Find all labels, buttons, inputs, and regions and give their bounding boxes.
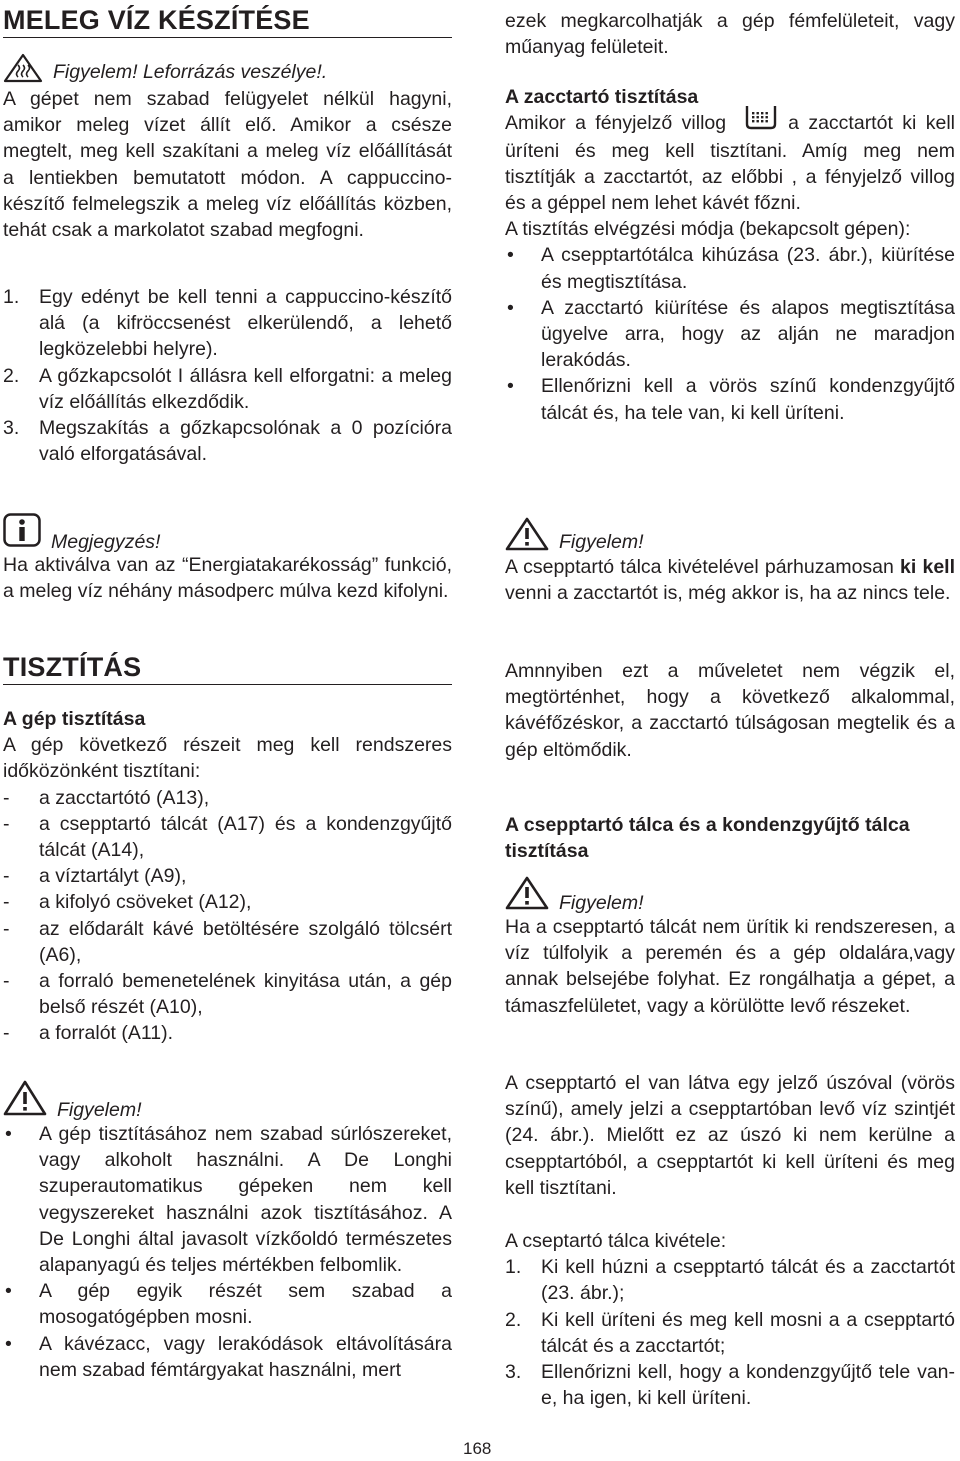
list-item [3,889,452,915]
part-text: a forraló bemenetelének kinyitása után, a gép belső részét (A10), [39,970,452,1019]
info-icon [3,513,41,554]
warning-cleaning-header [3,1083,452,1121]
bullet-icon: • [5,1332,12,1355]
warning-grounds-text-a: A csepptartó tálca kivételével párhuzamosan [505,556,894,578]
step-number: 2. [505,1308,522,1331]
list-item [505,242,955,294]
note-block [3,516,452,604]
continuation-text: ezek megkarcolhatják a gép fémfelületeit, vagy műanyag felületeit. [505,10,955,59]
list-item [3,284,452,363]
page-number: 168 [463,1439,492,1458]
step-text: Ki kell üríteni és meg kell mosni a a csepptartó tálcát és a zacctartót; [541,1308,955,1357]
bullet-icon: • [507,296,514,319]
warning-scald-label: Figyelem! Leforrázás veszélye!. [53,60,328,83]
grounds-cleaning-text [505,110,955,216]
warning-grounds-consequence: Amnnyiben ezt a műveletet nem végzik el, megtörténhet, hogy a következő alkalommal, kávéfőzéskor, a zacctartó túlságosan megtelik és a gép eltömődik. [505,660,955,761]
warning-drip-header [505,880,955,914]
list-item [505,295,955,374]
list-item [3,916,452,968]
step-text: Ki kell húzni a csepptartó tálcát és a zacctartót (23. ábr.); [541,1256,955,1305]
part-text: az elődarált kávé betöltésére szolgáló tölcsért (A6), [39,917,452,966]
warning-drip-label: Figyelem! [559,891,644,914]
bullet-text: A csepptartótálca kihúzása (23. ábr.), kiürítése és megtisztítása. [541,244,955,293]
grounds-cleaning-block [505,84,955,426]
dash: - [3,786,10,809]
list-item [505,1254,955,1306]
list-item [3,1121,452,1278]
list-item [3,785,452,811]
bullet-icon: • [5,1123,12,1145]
warning-grounds-text [505,554,955,606]
machine-cleaning-heading: A gép tisztítása [3,708,146,730]
list-item [3,1020,452,1046]
machine-cleaning-block [3,706,452,1047]
dash: - [3,865,10,888]
part-text: a zacctartótó (A13), [39,786,210,809]
removal-block [505,1228,955,1411]
step-number: 2. [3,364,20,387]
removal-heading: A cseptartó tálca kivétele: [505,1230,727,1252]
grounds-text-b: a zacctartót ki kell üríteni és meg kell tisztítani. Amíg meg nem tisztítják a zacctartót, az előbbi , a fényjelző villog és a géppel nem lehet kávét főzni. [505,112,955,215]
grounds-steps-list [505,242,955,425]
list-item [3,363,452,415]
warning-cleaning-block [3,1083,452,1383]
note-text: Ha aktiválva van az “Energiatakarékosság” funkció, a meleg víz néhány másodperc múlva kezd kifolyni. [3,554,452,603]
list-item [3,863,452,889]
warning-grounds-block [505,522,955,606]
bullet-icon: • [507,375,514,398]
machine-cleaning-intro: A gép következő részeit meg kell rendszeres időközönként tisztítani: [3,734,452,783]
removal-steps [505,1254,955,1411]
step-number: 1. [3,286,20,308]
bullet-text: Ellenőrizni kell a vörös színű kondenzgyűjtő tálcát és, ha tele van, ki kell üríteni. [541,375,955,424]
grounds-howto: A tisztítás elvégzési módja (bekapcsolt gépen): [505,218,911,241]
dash: - [3,1022,10,1045]
warning-scald-text: A gépet nem szabad felügyelet nélkül hagyni, amikor meleg vízet állít elő. Amikor a csésze megtelt, meg kell szakítani a meleg víz előállítását a lentiekben bemutatott módon. A cappuccino-készítő felmelegszik a meleg víz előállítás közben, tehát csak a markolatot szabad megfogni. [3,88,452,242]
warning-scald-header [3,58,452,86]
grounds-cleaning-heading: A zacctartó tisztítása [505,86,699,108]
warning-drip-text: Ha a csepptartó tálcát nem ürítik ki rendszeresen, a víz túlfolyik a peremén és a gép oldalára,vagy annak belsejébe folyhat. Ez rongálhatja a gépet, a támaszfelületet, vagy a körülötte levő részeket. [505,916,955,1017]
warning-triangle-icon [505,876,549,917]
bullet-icon: • [5,1280,12,1303]
bullet-text: A kávézacc, vagy lerakódások eltávolítására nem szabad fémtárgyakat használni, mert [39,1332,452,1381]
warning-triangle-icon [505,517,549,558]
step-text: Megszakítás a gőzkapcsolónak a 0 pozícióra való elforgatásával. [39,417,452,466]
warning-triangle-icon [3,1080,47,1123]
note-header [3,516,452,552]
step-number: 3. [3,417,20,440]
list-item [3,1331,452,1383]
list-item [3,968,452,1020]
bullet-text: A gép egyik részét sem szabad a mosogatógépben mosni. [39,1280,452,1329]
part-text: a csepptartó tálcát (A17) és a kondenzgyűjtő tálcát (A14), [39,812,452,862]
warning-scald-block [3,58,452,243]
step-text: A gőzkapcsolót I állásra kell elforgatni: a meleg víz előállítás elkezdődik. [39,364,452,413]
list-item [505,1307,955,1359]
step-text: Egy edényt be kell tenni a cappuccino-készítő alá (a kifröccsenést elkerülendő, a lehető legközelebbi helyre). [39,286,452,361]
list-item [3,415,452,467]
float-text: A csepptartó el van látva egy jelző úszóval (vörös színű), amely jelzi a csepptartóban levő víz szintjét (24. ábr.). Mielőtt ez az úszó ki nem kerülne a csepptartóból, a csepptartót ki kell üríteni és meg kell tisztítani. [505,1072,955,1199]
warning-grounds-header [505,522,955,554]
part-text: a víztartályt (A9), [39,865,187,888]
parts-list [3,785,452,1047]
part-text: a forralót (A11). [39,1022,174,1045]
drip-tray-heading: A csepptartó tálca és a kondenzgyűjtő tálca tisztítása [505,814,910,863]
grounds-container-light-icon [744,104,778,137]
step-number: 1. [505,1256,522,1279]
warning-cleaning-list [3,1121,452,1383]
bullet-icon: • [507,244,514,267]
warning-cleaning-label: Figyelem! [57,1098,142,1121]
list-item [505,373,955,425]
grounds-text-a: Amikor a fényjelző villog [505,112,727,135]
list-item [3,811,452,863]
section-title-cleaning: TISZTÍTÁS [3,652,452,685]
list-item [505,1359,955,1411]
bullet-text: A zacctartó kiürítése és alapos megtisztítása ügyelve arra, hogy az alján ne maradjon lerakódás. [541,296,955,372]
warning-grounds-text-b: venni a zacctartót is, még akkor is, ha az nincs tele. [505,582,951,605]
dash: - [3,917,10,940]
warning-drip-block [505,880,955,1019]
note-label: Megjegyzés! [51,530,161,553]
warning-grounds-label: Figyelem! [559,530,644,553]
warning-grounds-text-bold: ki kell [900,556,955,578]
dash: - [3,891,10,914]
bullet-text: A gép tisztításához nem szabad súrlószereket, vagy alkoholt használni. A De Longhi szuperautomatikus gépeken nem kell vegyszereket használni azok tisztításához. A De Longhi által javasolt vízkőoldó természetes alapanyagú és teljes mértékben felbomlik. [39,1123,452,1277]
hot-water-steps [3,284,452,467]
part-text: a kifolyó csöveket (A12), [39,891,252,914]
step-text: Ellenőrizni kell, hogy a kondenzgyűjtő tele van-e, ha igen, ki kell üríteni. [541,1361,955,1410]
section-title-hot-water: MELEG VÍZ KÉSZÍTÉSE [3,5,452,38]
dash: - [3,970,10,993]
dash: - [3,812,10,835]
step-number: 3. [505,1361,522,1384]
list-item [3,1278,452,1330]
